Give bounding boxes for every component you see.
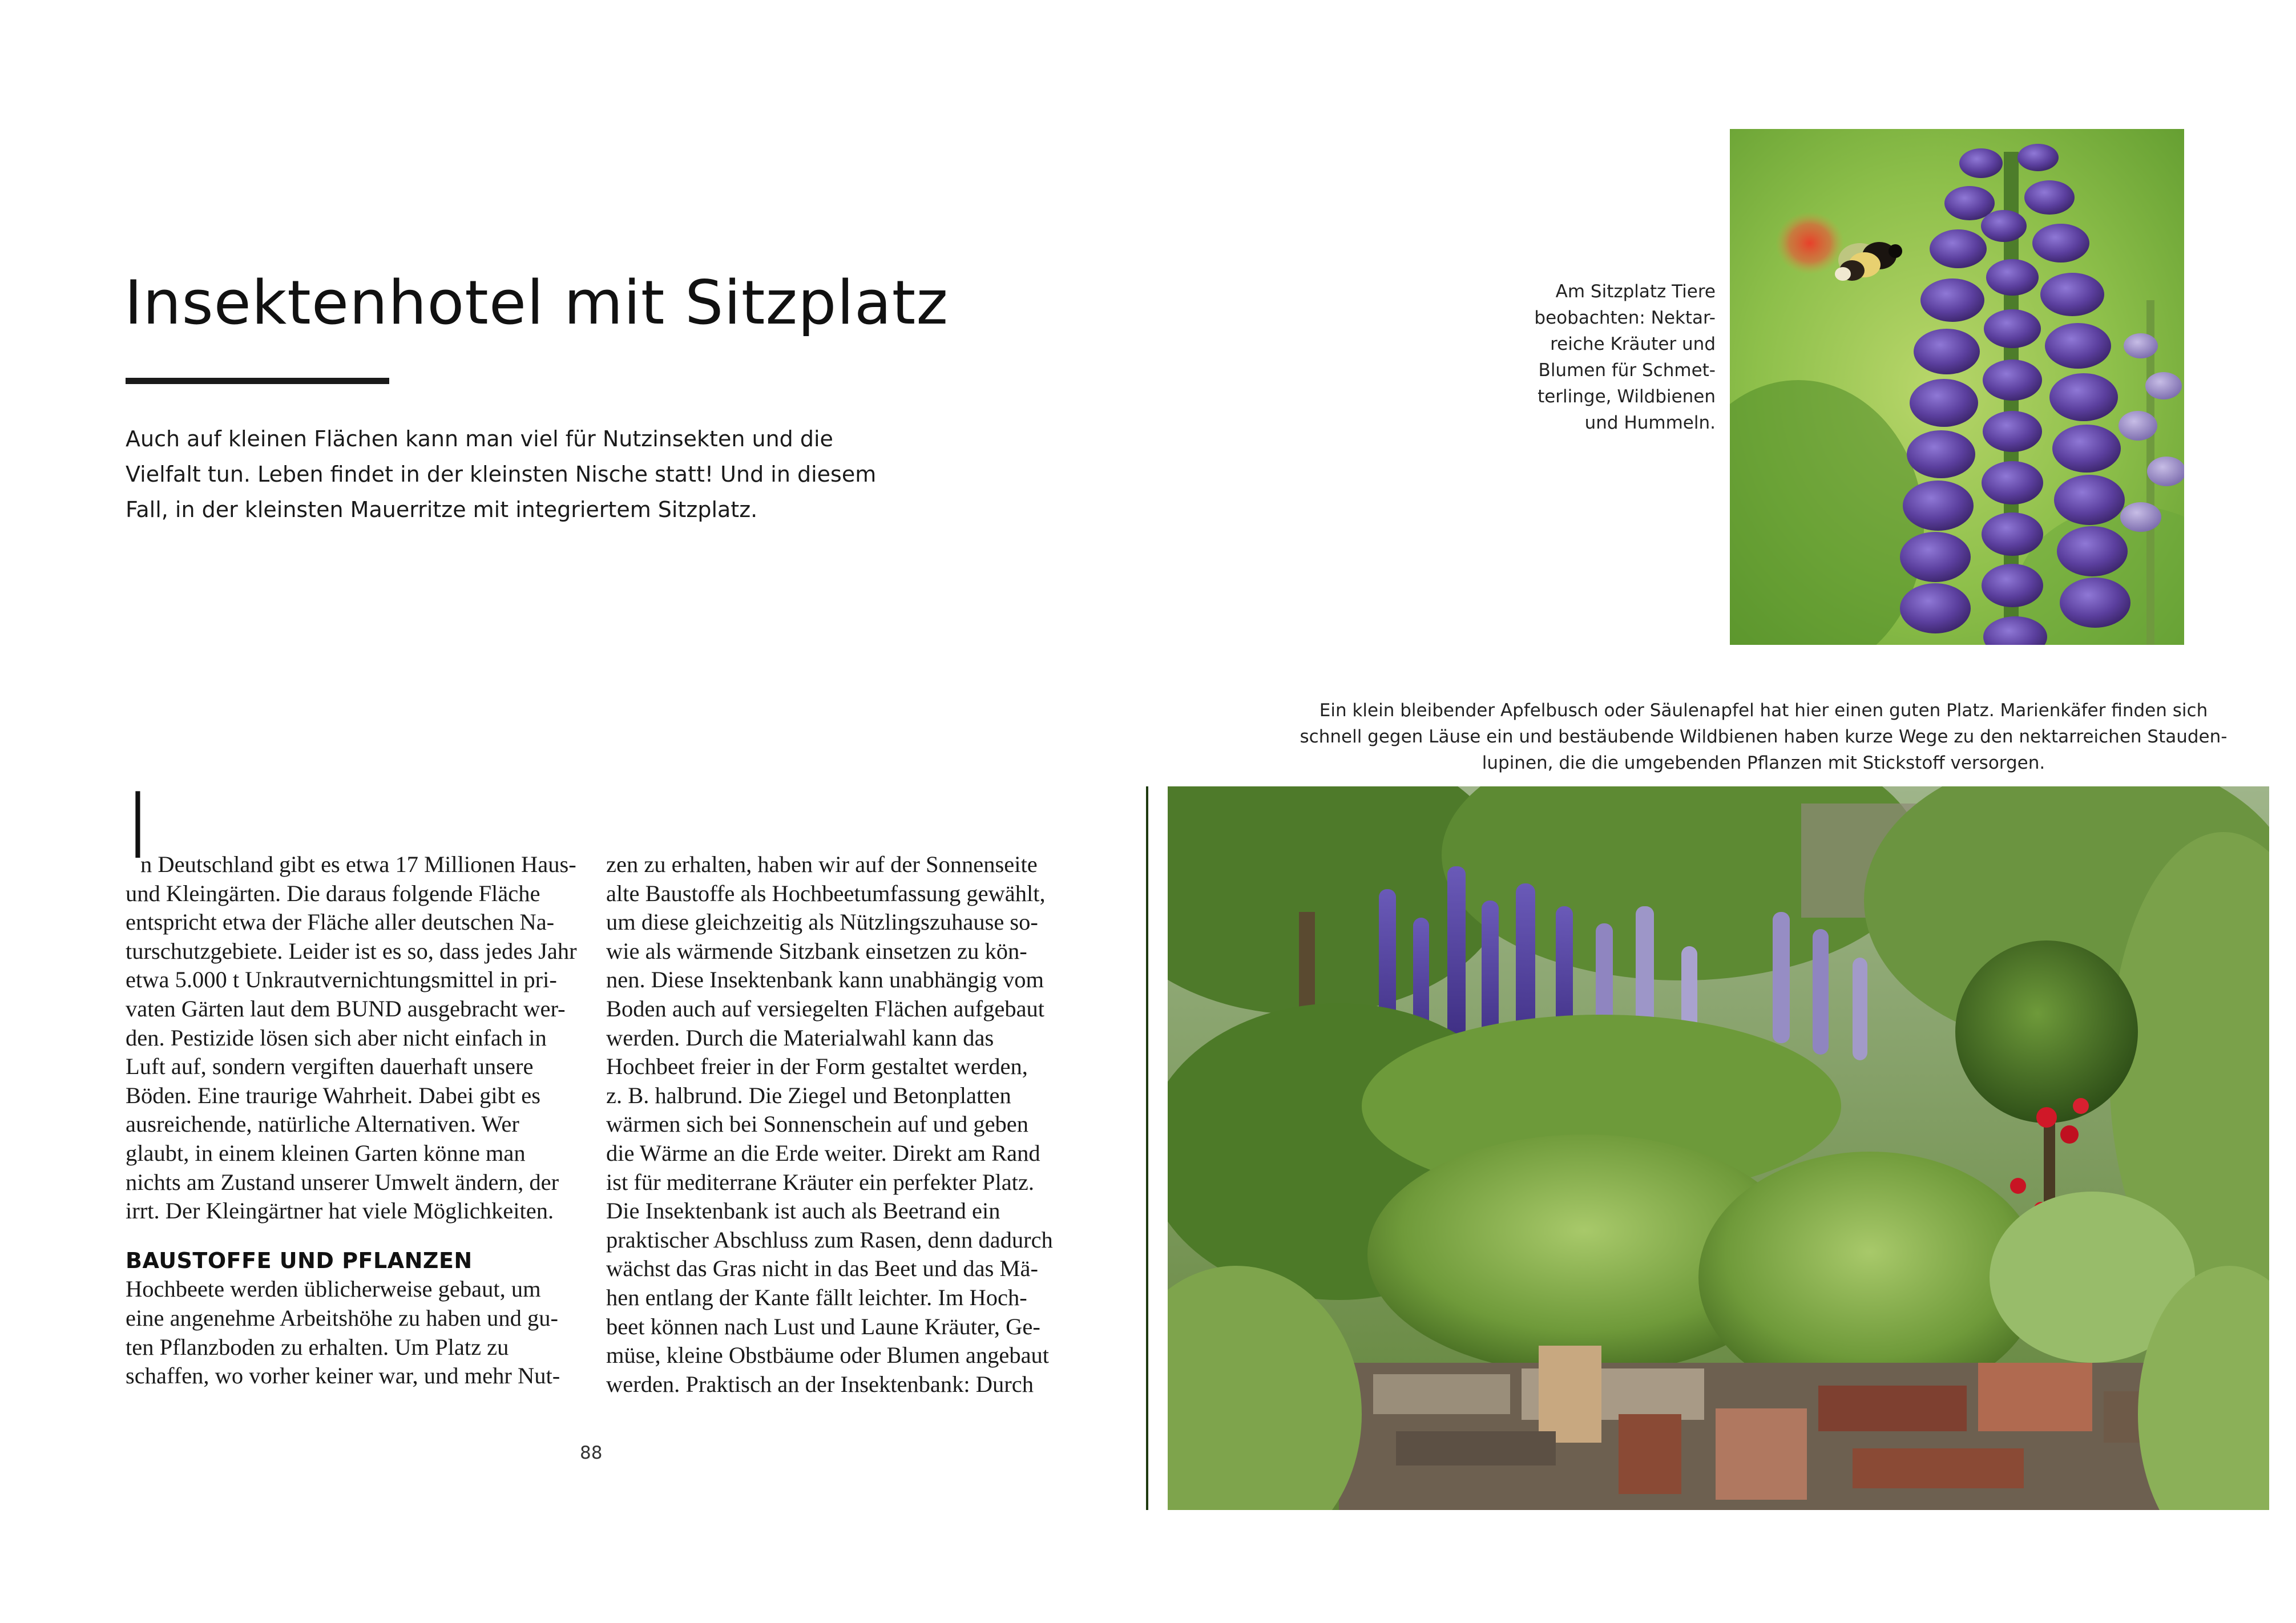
body-line: ausreichende, natürliche Alternativen. Wer bbox=[126, 1111, 519, 1137]
body-line: zen zu erhalten, haben wir auf der Sonnenseite bbox=[606, 851, 1038, 877]
lead-line: Fall, in der kleinsten Mauerritze mit integriertem Sitzplatz. bbox=[126, 497, 758, 522]
body-line: Hochbeete werden üblicherweise gebaut, um bbox=[126, 1276, 541, 1302]
body-line: Hochbeet freier in der Form gestaltet werden, bbox=[606, 1053, 1028, 1080]
caption-line: reiche Kräuter und bbox=[1550, 334, 1716, 354]
body-line: etwa 5.000 t Unkrautvernichtungsmittel in pri- bbox=[126, 967, 557, 993]
body-line: turschutzgebiete. Leider ist es so, dass jedes Jahr bbox=[126, 938, 577, 964]
body-line: vaten Gärten laut dem BUND ausgebracht wer- bbox=[126, 995, 566, 1022]
caption-line: und Hummeln. bbox=[1584, 413, 1716, 433]
lead-line: Vielfalt tun. Leben findet in der kleinsten Nische statt! Und in diesem bbox=[126, 462, 877, 487]
lead-paragraph bbox=[126, 421, 877, 527]
body-line: entspricht etwa der Fläche aller deutschen Na- bbox=[126, 909, 555, 935]
insect-bench-garden-photo bbox=[1168, 786, 2269, 1510]
garden-caption bbox=[1233, 697, 2294, 776]
caption-line: Am Sitzplatz Tiere bbox=[1555, 281, 1716, 302]
body-line: Böden. Eine traurige Wahrheit. Dabei gibt es bbox=[126, 1082, 541, 1108]
body-line: ist für mediterrane Kräuter ein perfekter Platz. bbox=[606, 1169, 1035, 1195]
drop-cap: I bbox=[124, 773, 152, 879]
body-line: z. B. halbrund. Die Ziegel und Betonplatten bbox=[606, 1082, 1011, 1108]
body-line: wärmen sich bei Sonnenschein auf und geben bbox=[606, 1111, 1029, 1137]
body-line: n Deutschland gibt es etwa 17 Millionen Haus- bbox=[140, 851, 576, 877]
caption-line: terlinge, Wildbienen bbox=[1538, 386, 1716, 407]
title-underline bbox=[126, 378, 389, 384]
body-line: werden. Durch die Materialwahl kann das bbox=[606, 1024, 994, 1051]
page-number: 88 bbox=[580, 1443, 603, 1463]
body-column-2 bbox=[606, 850, 1063, 1399]
body-line: ten Pflanzboden zu erhalten. Um Platz zu bbox=[126, 1334, 509, 1360]
body-line: wie als wärmende Sitzbank einsetzen zu kön- bbox=[606, 938, 1027, 964]
body-line: Luft auf, sondern vergiften dauerhaft unsere bbox=[126, 1053, 534, 1080]
insect-bench bbox=[1339, 1346, 2195, 1510]
body-line: wächst das Gras nicht in das Beet und das Mä- bbox=[606, 1255, 1038, 1282]
body-line: Boden auch auf versiegelten Flächen aufgebaut bbox=[606, 995, 1045, 1022]
article-title: Insektenhotel mit Sitzplatz bbox=[124, 268, 949, 338]
caption-line: lupinen, die die umgebenden Pflanzen mit Stickstoff versorgen. bbox=[1482, 753, 2045, 773]
gutter-divider bbox=[1146, 786, 1148, 1510]
body-line: glaubt, in einem kleinen Garten könne man bbox=[126, 1140, 526, 1166]
body-line: nichts am Zustand unserer Umwelt ändern, der bbox=[126, 1169, 559, 1195]
body-line: alte Baustoffe als Hochbeetumfassung gewählt, bbox=[606, 880, 1046, 906]
caption-line: Blumen für Schmet- bbox=[1538, 360, 1716, 381]
body-line: nen. Diese Insektenbank kann unabhängig vom bbox=[606, 967, 1044, 993]
body-line: hen entlang der Kante fällt leichter. Im Hoch- bbox=[606, 1284, 1027, 1310]
body-line: und Kleingärten. Die daraus folgende Fläche bbox=[126, 880, 540, 906]
body-line: irrt. Der Kleingärtner hat viele Möglichkeiten. bbox=[126, 1198, 554, 1224]
caption-line: schnell gegen Läuse ein und bestäubende Wildbienen haben kurze Wege zu den nektarreichen Stauden- bbox=[1300, 726, 2228, 747]
subheading: BAUSTOFFE UND PFLANZEN bbox=[126, 1247, 473, 1273]
body-line: müse, kleine Obstbäume oder Blumen angebaut bbox=[606, 1342, 1050, 1368]
body-line: werden. Praktisch an der Insektenbank: Durch bbox=[606, 1371, 1034, 1397]
body-line: praktischer Abschluss zum Rasen, denn dadurch bbox=[606, 1226, 1053, 1253]
body-line: um diese gleichzeitig als Nützlingszuhause so- bbox=[606, 909, 1038, 935]
body-line: die Wärme an die Erde weiter. Direkt am Rand bbox=[606, 1140, 1040, 1166]
caption-line: Ein klein bleibender Apfelbusch oder Säulenapfel hat hier einen guten Platz. Marienkäfer finden sich bbox=[1319, 700, 2208, 721]
body-line: beet können nach Lust und Laune Kräuter, Ge- bbox=[606, 1313, 1040, 1339]
body-line: schaffen, wo vorher keiner war, und mehr Nut- bbox=[126, 1363, 560, 1389]
body-line: Die Insektenbank ist auch als Beetrand ein bbox=[606, 1198, 1000, 1224]
lead-line: Auch auf kleinen Flächen kann man viel für Nutzinsekten und die bbox=[126, 426, 833, 451]
lupine-bee-photo bbox=[1730, 129, 2184, 645]
caption-line: beobachten: Nektar- bbox=[1534, 308, 1716, 328]
body-line: den. Pestizide lösen sich aber nicht einfach in bbox=[126, 1024, 547, 1051]
lupine-caption bbox=[1461, 278, 1716, 436]
body-line: eine angenehme Arbeitshöhe zu haben und gu- bbox=[126, 1305, 558, 1331]
body-column-1 bbox=[126, 850, 576, 1391]
